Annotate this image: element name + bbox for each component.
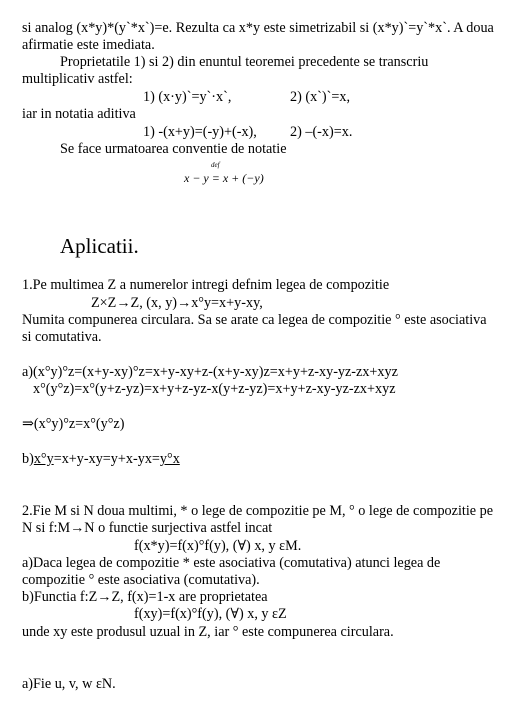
problem2-line-8: unde xy este produsul uzual in Z, iar ° este compunerea circulara. [22, 624, 394, 640]
commutativity-label: b) [22, 451, 34, 467]
problem2-line-2: N si f:M→N o functie surjectiva astfel incat [22, 520, 273, 536]
additive-property-1: 1) -(x+y)=(-y)+(-x), [143, 124, 257, 140]
problem2-line-4: a)Daca legea de compozitie * este asociativa (comutativa) atunci legea de [22, 555, 441, 571]
problem1-line-3: Numita compunerea circulara. Sa se arate ca legea de compozitie ° este asociativa [22, 312, 487, 328]
intro-line-6: Se face urmatoarea conventie de notatie [60, 141, 287, 157]
problem2-line-5: compozitie ° este asociativa (comutativa). [22, 572, 260, 588]
multiplicative-property-2: 2) (x`)`=x, [290, 89, 350, 105]
problem2-line-1: 2.Fie M si N doua multimi, * o lege de compozitie pe M, ° o lege de compozitie pe [22, 503, 494, 519]
section-heading: Aplicatii. [60, 234, 139, 258]
problem2-line-7: f(xy)=f(x)°f(y), (∀) x, y εZ [134, 606, 287, 622]
definition-formula: x − y = x + (−y) [184, 171, 264, 185]
def-mark: def [211, 161, 220, 169]
commutativity-middle: =x+y-xy=y+x-yx= [53, 451, 160, 467]
intro-line-1: si analog (x*y)*(y`*x`)=e. Rezulta ca x*y este simetrizabil si (x*y)`=y`*x`. A doua [22, 20, 494, 36]
intro-line-5: iar in notatia aditiva [22, 106, 136, 122]
problem1-line-4: si comutativa. [22, 329, 102, 345]
associativity-conclusion: ⇒(x°y)°z=x°(y°z) [22, 416, 125, 432]
commutativity-line [22, 451, 180, 467]
intro-line-3: Proprietatile 1) si 2) din enuntul teoremei precedente se transcriu [60, 54, 429, 70]
intro-line-2: afirmatie este imediata. [22, 37, 155, 53]
associativity-left: a)(x°y)°z=(x+y-xy)°z=x+y-xy+z-(x+y-xy)z=x+y+z-xy-yz-zx+xyz [22, 364, 398, 380]
multiplicative-property-1: 1) (x·y)`=y`·x`, [143, 89, 232, 105]
commutativity-lhs: x°y [33, 451, 54, 467]
problem2-line-6: b)Functia f:Z→Z, f(x)=1-x are proprietatea [22, 589, 268, 605]
associativity-right: x°(y°z)=x°(y+z-yz)=x+y+z-yz-x(y+z-yz)=x+y+z-xy-yz-zx+xyz [33, 381, 396, 397]
problem2-line-3: f(x*y)=f(x)°f(y), (∀) x, y εM. [134, 538, 302, 554]
problem1-line-1: 1.Pe multimea Z a numerelor intregi defnim legea de compozitie [22, 277, 390, 293]
problem2-line-9: a)Fie u, v, w εN. [22, 676, 116, 692]
intro-line-4: multiplicativ astfel: [22, 71, 133, 87]
problem1-line-2: Z×Z→Z, (x, y)→x°y=x+y-xy, [91, 295, 263, 311]
commutativity-rhs: y°x [159, 451, 180, 467]
additive-property-2: 2) –(-x)=x. [290, 124, 353, 140]
